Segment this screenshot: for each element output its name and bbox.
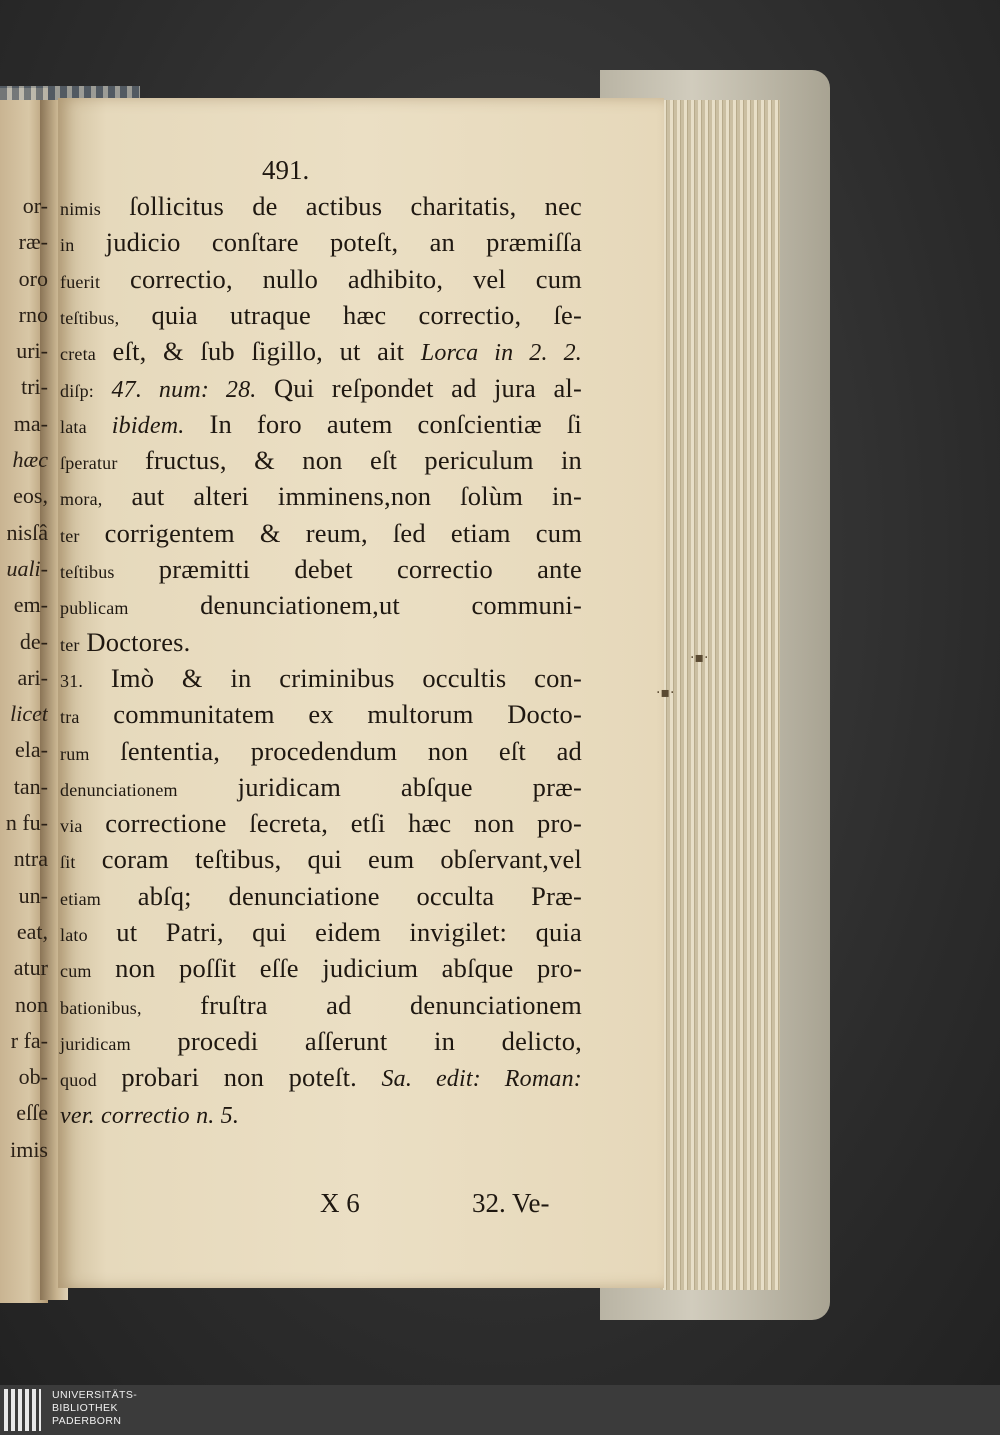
left-margin-fragment: nisſâ: [6, 519, 48, 545]
page-edge-stack: [660, 100, 780, 1290]
left-margin-fragment: ari-: [17, 664, 48, 690]
left-margin-fragment: hæc: [12, 447, 48, 473]
text-line: creta eſt, & ſub ſigillo, ut ait Lorca in 2. 2.: [60, 336, 582, 367]
text-line: quod probari non poteſt. Sa. edit: Roman:: [60, 1062, 582, 1093]
logo-line-2: BIBLIOTHEK: [52, 1402, 118, 1414]
text-line: publicam denunciationem,ut communi-: [60, 590, 582, 621]
left-margin-fragment: or-: [22, 193, 48, 218]
catchword: 32. Ve-: [472, 1188, 550, 1218]
page-edge-mark: ·▪·: [656, 685, 675, 701]
text-line: ter corrigentem & reum, ſed etiam cum: [60, 517, 583, 548]
left-margin-fragment: de-: [19, 628, 48, 654]
line-lead-word: creta: [60, 344, 96, 365]
text-line: mora, aut alteri imminens,non ſolùm in-: [60, 481, 582, 512]
left-margin-fragment: eos,: [13, 483, 48, 509]
line-lead-word: in: [60, 235, 75, 256]
text-line: lato ut Patri, qui eidem invigilet: quia: [60, 917, 582, 947]
text-line: ſit coram teſtibus, qui eum obſervant,vel: [60, 844, 582, 875]
line-lead-word: via: [60, 816, 83, 837]
line-lead-word: ter: [60, 525, 80, 546]
line-lead-word: ſit: [60, 852, 76, 873]
left-margin-fragment: rno: [18, 301, 48, 327]
text-line: rum ſententia, procedendum non eſt ad: [60, 735, 582, 766]
line-lead-word: cum: [60, 961, 92, 982]
line-lead-word: bationibus,: [60, 997, 142, 1018]
left-margin-fragment: ela-: [15, 737, 48, 763]
italic-citation: 47. num: 28.: [111, 376, 257, 403]
text-line: in judicio conſtare poteſt, an præmiſſa: [60, 227, 582, 258]
italic-citation: Lorca in 2. 2.: [420, 340, 582, 367]
line-lead-word: teſtibus: [60, 562, 115, 582]
library-logo-text: [52, 1389, 137, 1428]
text-line: ter Doctores.: [60, 626, 191, 657]
left-margin-fragment: tan-: [13, 773, 48, 799]
left-page-margin-text: [0, 188, 48, 1168]
left-margin-fragment: ma-: [13, 410, 48, 436]
left-margin-fragment: uri-: [16, 338, 48, 364]
text-line: nimis ſollicitus de actibus charitatis, nec: [60, 191, 583, 221]
italic-citation: ibidem.: [111, 412, 185, 439]
left-margin-fragment: licet: [10, 701, 48, 727]
italic-citation: Sa. edit: Roman:: [381, 1066, 582, 1093]
left-margin-fragment: ntra: [13, 846, 48, 872]
page-edge-mark: ·▪·: [690, 650, 709, 666]
line-lead-word: fuerit: [60, 271, 101, 292]
left-margin-fragment: eat,: [16, 918, 48, 944]
logo-line-3: PADERBORN: [52, 1415, 122, 1427]
line-lead-word: publicam: [60, 598, 129, 619]
italic-citation: ver. correctio n. 5.: [60, 1102, 240, 1129]
line-lead-word: lato: [60, 925, 88, 945]
left-margin-fragment: un-: [18, 882, 48, 908]
left-margin-fragment: n fu-: [5, 810, 48, 836]
left-margin-fragment: atur: [13, 955, 48, 981]
page-number: 491.: [262, 155, 310, 185]
text-line: tra communitatem ex multorum Docto-: [60, 699, 582, 730]
line-lead-word: rum: [60, 743, 90, 764]
left-margin-fragment: imis: [10, 1136, 48, 1162]
left-margin-fragment: eſſe: [16, 1100, 48, 1126]
left-margin-fragment: ræ-: [18, 229, 48, 255]
text-line: cum non poſſit eſſe judicium abſque pro-: [60, 953, 582, 984]
line-lead-word: mora,: [60, 489, 103, 510]
signature-mark: X 6: [320, 1188, 360, 1218]
text-line: [60, 1096, 582, 1132]
text-line: via correctione ſecreta, etſi hæc non pro-: [60, 808, 583, 839]
text-line: bationibus, fruſtra ad denunciationem: [60, 989, 582, 1020]
left-margin-fragment: non: [15, 991, 48, 1017]
line-lead-word: 31.: [60, 670, 84, 691]
text-line: teſtibus, quia utraque hæc correctio, ſe-: [60, 299, 582, 330]
left-margin-fragment: tri-: [21, 374, 48, 400]
text-line: ſperatur fructus, & non eſt periculum in: [60, 445, 583, 476]
line-lead-word: diſp:: [60, 380, 95, 401]
left-margin-fragment: uali-: [6, 555, 48, 581]
library-logo-icon: [4, 1389, 46, 1431]
line-lead-word: nimis: [60, 199, 102, 219]
text-line: diſp: 47. num: 28. Qui reſpondet ad jura al-: [60, 372, 583, 403]
line-lead-word: teſtibus,: [60, 307, 120, 328]
line-lead-word: quod: [60, 1070, 97, 1091]
line-lead-word: ter: [60, 634, 80, 655]
line-lead-word: juridicam: [60, 1033, 131, 1054]
text-line: juridicam procedi aſſerunt in delicto,: [60, 1025, 582, 1056]
line-lead-word: etiam: [60, 888, 101, 909]
line-lead-word: tra: [60, 707, 80, 728]
text-line: fuerit correctio, nullo adhibito, vel cum: [60, 263, 582, 294]
line-lead-word: lata: [60, 416, 87, 437]
logo-line-1: UNIVERSITÄTS-: [52, 1389, 138, 1401]
left-margin-fragment: r fa-: [10, 1027, 48, 1053]
line-lead-word: denunciationem: [60, 779, 178, 800]
text-line: etiam abſq; denunciatione occulta Præ-: [60, 880, 582, 911]
text-line: teſtibus præmitti debet correctio ante: [60, 554, 583, 584]
text-line: denunciationem juridicam abſque præ-: [60, 771, 582, 802]
library-logo-bar: [0, 1385, 1000, 1435]
text-line: 31. Imò & in criminibus occultis con-: [60, 662, 583, 693]
left-margin-fragment: ob-: [18, 1064, 48, 1090]
line-lead-word: ſperatur: [60, 453, 118, 474]
left-margin-fragment: em-: [13, 592, 48, 618]
left-margin-fragment: oro: [18, 265, 48, 291]
text-line: lata ibidem. In foro autem conſcientiæ ſi: [60, 408, 582, 439]
